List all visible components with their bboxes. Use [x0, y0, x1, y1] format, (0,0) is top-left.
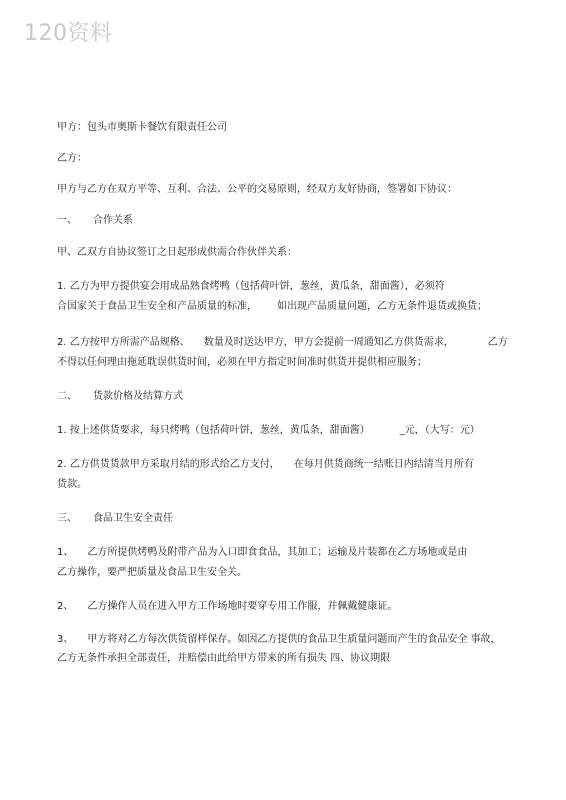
section-2-item-1-part-b: _元，（大写：元） — [399, 425, 480, 436]
section-3-item-2 — [57, 600, 397, 613]
section-3-item-2-number: 2、 — [57, 601, 74, 612]
section-1-item-2-line-2: 不得以任何理由拖延耽误供货时间，必须在甲方指定时间准时供货并提供相应服务； — [57, 357, 427, 368]
section-1-lead: 甲、乙双方自协议签订之日起形成供需合作伙伴关系： — [57, 247, 297, 258]
section-3-item-3-number: 3、 — [57, 634, 74, 645]
section-2-item-2-line-1 — [57, 458, 474, 471]
section-1-title: 合作关系 — [93, 215, 133, 226]
section-1-item-1-part-b: 如出现产品质量问题，乙方无条件退货或换货； — [277, 301, 487, 312]
section-1-item-2-part-b: 数量及时送达甲方，甲方会提前一周通知乙方供货需求， — [203, 337, 454, 348]
section-1-item-2-part-c: 乙方 — [487, 337, 508, 348]
section-3-item-3-text: 甲方将对乙方每次供货留样保存。如因乙方提供的食品卫生质量问题而产生的食品安全 事故， — [87, 634, 501, 645]
section-3-item-3-line-1 — [57, 633, 501, 646]
section-2-item-2-part-a: 2. 乙方供货货款甲方采取月结的形式给乙方支付， — [57, 459, 280, 470]
watermark: 120资料 — [24, 21, 113, 46]
section-1-item-2-part-a: 2. 乙方按甲方所需产品规格、 — [57, 337, 190, 348]
section-2-item-1-part-a: 1. 按上述供货要求，每只烤鸭（包括荷叶饼，葱丝，黄瓜条，甜面酱） — [57, 425, 370, 436]
section-2-item-2-line-2: 货款。 — [57, 479, 87, 490]
intro-line: 甲方与乙方在双方平等、互利、合法、公平的交易原则，经双方友好协商，签署如下协议： — [57, 184, 457, 195]
section-3-item-1-number: 1、 — [57, 547, 74, 558]
section-3-item-1-text: 乙方所提供烤鸭及附带产品为入口即食食品，其加工；运输及片装都在乙方场地或是由 — [87, 547, 468, 558]
section-3-item-2-text: 乙方操作人员在进入甲方工作场地时要穿专用工作服，并佩戴健康证。 — [87, 601, 398, 612]
section-3-item-3-line-2: 乙方无条件承担全部责任，并赔偿由此给甲方带来的所有损失 四、协议期限 — [57, 653, 391, 664]
section-3-item-1-line-1 — [57, 546, 467, 559]
section-3-title: 食品卫生安全责任 — [93, 513, 173, 524]
section-3-heading — [57, 512, 173, 525]
section-1-item-1-line-1: 1. 乙方为甲方提供宴会用成品熟食烤鸭（包括荷叶饼，葱丝，黄瓜条，甜面酱），必须符 — [57, 281, 445, 292]
section-1-item-1-part-a: 合国家关于食品卫生安全和产品质量的标准， — [57, 301, 257, 312]
section-1-item-1-line-2 — [57, 300, 487, 313]
section-2-title: 货款价格及结算方式 — [93, 391, 183, 402]
section-1-number: 一、 — [57, 215, 77, 226]
party-b-line: 乙方： — [57, 153, 87, 164]
section-2-item-1 — [57, 424, 480, 437]
section-3-number: 三、 — [57, 513, 77, 524]
party-a-line: 甲方：包头市奥斯卡餐饮有限责任公司 — [57, 122, 227, 133]
section-3-item-1-line-2: 乙方操作，要严把质量及食品卫生安全关。 — [57, 567, 247, 578]
section-2-item-2-part-b: 在每月供货商统一结账日内结清当月所有 — [293, 459, 474, 470]
section-2-number: 二、 — [57, 391, 77, 402]
section-2-heading — [57, 390, 183, 403]
section-1-heading — [57, 214, 133, 227]
section-1-item-2-line-1 — [57, 336, 508, 349]
